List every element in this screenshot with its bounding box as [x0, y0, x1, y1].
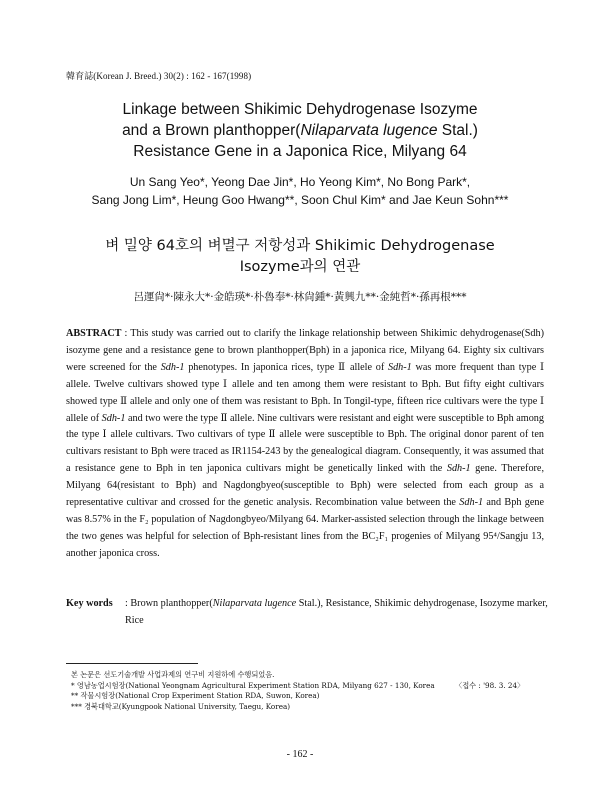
footnote-affiliation-1: * 영남농업시험장(National Yeongnam Agricultural Experiment Station RDA, Milyang 627 - 130, Korea 〈접수 : '98. 3. 24〉 [71, 680, 525, 690]
abstract: ABSTRACT : This study was carried out to clarify the linkage relationship between Shikimic dehydrogenase(Sdh) isozyme gene and a resistance gene to brown planthopper(Bph) in a japonica rice, Milyang 64. Eighty six cultivars were screened for the Sdh-1 phenotypes. In japonica rices, type Ⅱ allele of Sdh-1 was more frequent than type Ⅰ allele. Twelve cultivars showed type Ⅰ allele and ten among them were resistant to Bph. But fifty eight cultivars showed type Ⅱ allele and only one of them was resistant to Bph. In Tongil-type, fifteen rice cultivars were the type Ⅰ allele of Sdh-1 and two were the type Ⅱ allele. Nine cultivars were resistant and eight were susceptible to Bph among the type Ⅰ allele cultivars. Two cultivars of type Ⅱ allele were susceptible to Bph. The original donor parent of ten cultivars resistant to Bph were traced as IR1154-243 by the genealogical diagram. Consequently, it was assumed that a resistance gene to Bph in ten japonica cultivars might be genetically linked with the Sdh-1 gene. Therefore, Milyang 64(resistant to Bph) and Nagdongbyeo(susceptible to Bph) were selected from each group as a representative cultivar and crossed for the genetic analysis. Recombination value between the Sdh-1 and Bph gene was 8.57% in the F₂ population of Nagdongbyeo/Milyang 64. Marker-assisted selection through the linkage between the two genes was helpful for selection of Bph-resistant lines from the BC₂F₁ progenies of Milyang 95⁴/Sangju 13, another japonica cross. [66, 328, 544, 559]
keywords-label: Key words [66, 598, 113, 609]
footnote-funding: 본 논문은 선도기술개발 사업과제의 연구비 지원하에 수행되었음. [71, 670, 275, 679]
title-line-2: and a Brown planthopper(Nilaparvata lugence Stal.) [122, 122, 478, 139]
journal-header: 韓育誌(Korean J. Breed.) 30(2) : 162 - 167(1998) [66, 71, 252, 81]
received-date: 〈접수 : '98. 3. 24〉 [455, 680, 525, 690]
footnote-affiliation-2: ** 작물시험장(National Crop Experiment Station RDA, Suwon, Korea) [71, 691, 320, 700]
title-ko-line-2: Isozyme과의 연관 [239, 259, 361, 275]
footnote-divider [66, 663, 198, 664]
title-line-1: Linkage between Shikimic Dehydrogenase Isozyme [122, 101, 478, 118]
authors-english [0, 173, 600, 209]
page-number: - 162 - [286, 749, 314, 760]
species-name: Nilaparvata lugence [300, 122, 438, 139]
keywords-text: : Brown planthopper(Nilaparvata lugence Stal.), Resistance, Shikimic dehydrogenase, Isozyme marker, Rice [125, 598, 548, 626]
footnotes [71, 670, 551, 712]
title-line-3: Resistance Gene in a Japonica Rice, Milyang 64 [133, 143, 467, 160]
keywords [66, 595, 548, 629]
footnote-affiliation-3: *** 경북대학교(Kyungpook National University, Taegu, Korea) [71, 701, 291, 711]
paper-title-english [0, 99, 600, 162]
authors-line-1: Un Sang Yeo*, Yeong Dae Jin*, Ho Yeong Kim*, No Bong Park*, [129, 175, 471, 189]
paper-title-korean [0, 236, 600, 278]
abstract-label: ABSTRACT [66, 328, 122, 339]
authors-korean: 呂運尙*·陳永大*·金皓瑛*·朴魯奉*·林尙鍾*·黃興九**·金純哲*·孫再根*** [133, 291, 467, 303]
authors-line-2: Sang Jong Lim*, Heung Goo Hwang**, Soon Chul Kim* and Jae Keun Sohn*** [91, 193, 509, 207]
title-ko-line-1: 벼 밀양 64호의 벼멸구 저항성과 Shikimic Dehydrogenase [105, 238, 495, 254]
